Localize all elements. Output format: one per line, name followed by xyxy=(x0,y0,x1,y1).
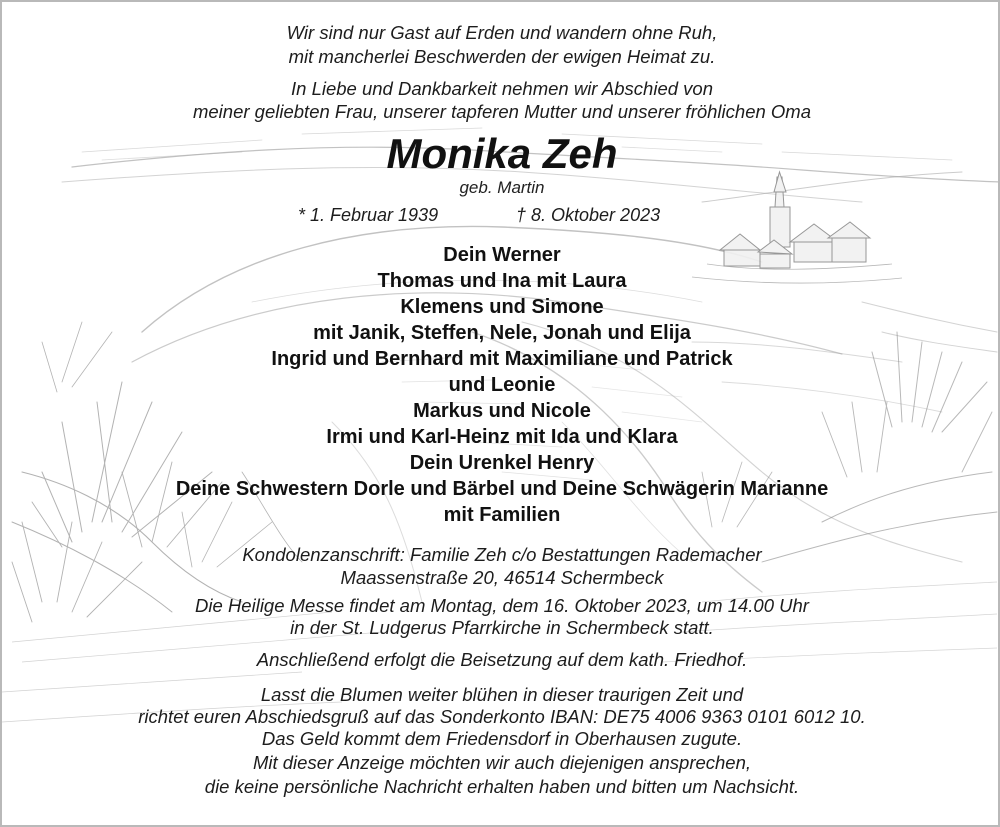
closing-line-1: Mit dieser Anzeige möchten wir auch diejenigen ansprechen, xyxy=(252,752,752,773)
birth-date: * 1. Februar 1939 xyxy=(298,205,439,225)
closing-line-2: die keine persönliche Nachricht erhalten haben und bitten um Nachsicht. xyxy=(204,776,800,797)
intro-line-1: In Liebe und Dankbarkeit nehmen wir Abschied von xyxy=(291,78,713,99)
mourner-line: Dein Werner xyxy=(443,244,561,266)
mourner-line: Ingrid und Bernhard mit Maximiliane und Patrick xyxy=(271,348,733,370)
mourner-line: Irmi und Karl-Heinz mit Ida und Klara xyxy=(326,426,678,448)
poem-line-1: Wir sind nur Gast auf Erden und wandern ohne Ruh, xyxy=(286,22,718,43)
mourner-line: und Leonie xyxy=(448,374,556,396)
burial-note: Anschließend erfolgt die Beisetzung auf dem kath. Friedhof. xyxy=(256,649,748,670)
condolence-address-line-2: Maassenstraße 20, 46514 Schermbeck xyxy=(340,567,664,588)
deceased-name: Monika Zeh xyxy=(386,130,618,177)
mourner-line: Dein Urenkel Henry xyxy=(409,452,595,474)
mourner-line: mit Familien xyxy=(443,504,561,526)
notice-text xyxy=(2,2,1000,827)
mourner-line: Deine Schwestern Dorle und Bärbel und Deine Schwägerin Marianne xyxy=(175,478,829,500)
donation-line-1: Lasst die Blumen weiter blühen in dieser traurigen Zeit und xyxy=(260,684,744,705)
mass-line-1: Die Heilige Messe findet am Montag, dem 16. Oktober 2023, um 14.00 Uhr xyxy=(195,595,809,616)
donation-line-2: richtet euren Abschiedsgruß auf das Sonderkonto IBAN: DE75 4006 9363 0101 6012 10. xyxy=(138,706,866,727)
maiden-name: geb. Martin xyxy=(459,178,545,197)
intro-line-2: meiner geliebten Frau, unserer tapferen Mutter und unserer fröhlichen Oma xyxy=(192,101,811,122)
death-date: † 8. Oktober 2023 xyxy=(516,205,661,225)
mourner-line: mit Janik, Steffen, Nele, Jonah und Elija xyxy=(313,322,691,344)
mass-line-2: in der St. Ludgerus Pfarrkirche in Schermbeck statt. xyxy=(290,617,714,638)
mourner-line: Klemens und Simone xyxy=(400,296,604,318)
condolence-address-line-1: Kondolenzanschrift: Familie Zeh c/o Bestattungen Rademacher xyxy=(242,544,762,565)
mourner-line: Markus und Nicole xyxy=(413,400,591,422)
mourner-line: Thomas und Ina mit Laura xyxy=(377,270,627,292)
poem-line-2: mit mancherlei Beschwerden der ewigen Heimat zu. xyxy=(288,46,716,67)
donation-line-3: Das Geld kommt dem Friedensdorf in Oberhausen zugute. xyxy=(261,728,743,749)
